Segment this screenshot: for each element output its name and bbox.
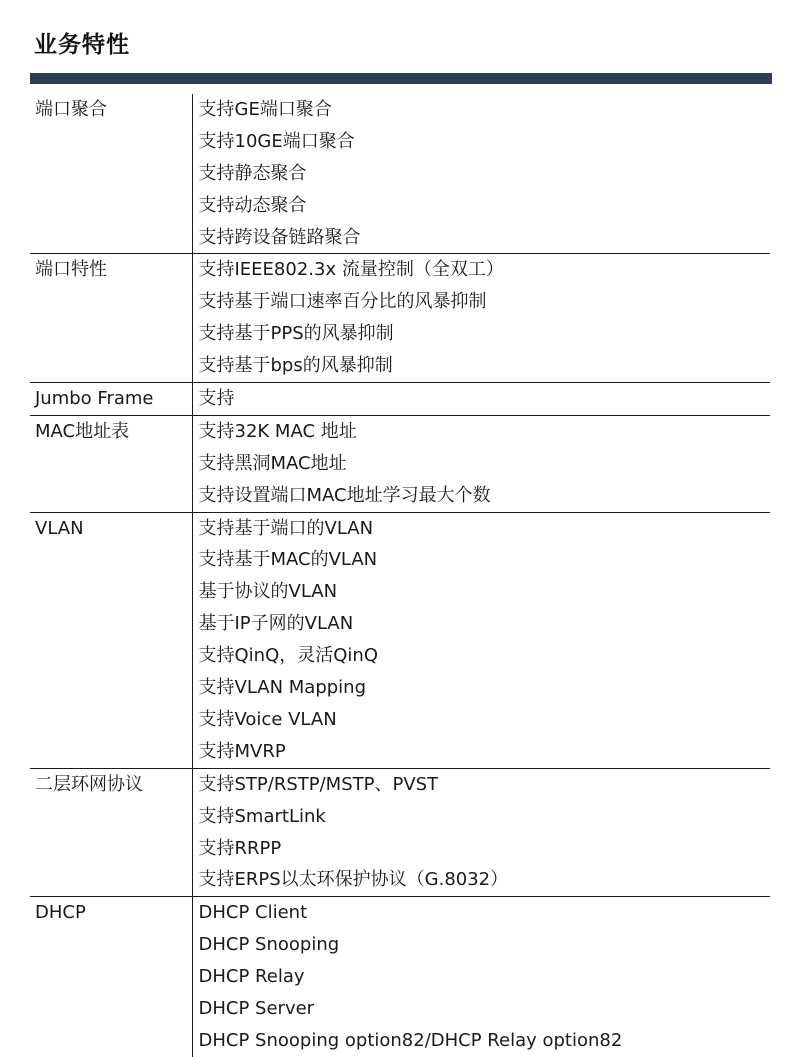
feature-value-item: 支持基于PPS的风暴抑制: [198, 323, 394, 345]
page-title: 业务特性: [34, 32, 130, 58]
feature-value-item: DHCP Server: [198, 997, 315, 1019]
feature-value-item: 支持: [198, 388, 235, 410]
feature-group-row: [30, 415, 770, 512]
feature-values-cell: [192, 254, 770, 383]
feature-value-item: 支持基于MAC的VLAN: [198, 549, 378, 571]
feature-group-row: [30, 897, 770, 1057]
feature-category-label: 端口聚合: [30, 94, 192, 254]
feature-value-item: 支持基于端口速率百分比的风暴抑制: [198, 291, 487, 313]
feature-values-cell: [192, 415, 770, 512]
feature-value-item: 支持10GE端口聚合: [198, 130, 355, 152]
feature-value-item: DHCP Snooping option82/DHCP Relay option82: [198, 1029, 623, 1051]
feature-category-label: 二层环网协议: [30, 768, 192, 897]
feature-group-row: [30, 254, 770, 383]
feature-values-cell: [192, 383, 770, 416]
feature-group-row: [30, 383, 770, 416]
feature-group-row: [30, 512, 770, 768]
feature-category-label: MAC地址表: [30, 415, 192, 512]
feature-values-cell: [192, 94, 770, 254]
feature-value-item: 支持VLAN Mapping: [198, 677, 367, 699]
feature-value-item: 支持跨设备链路聚合: [198, 226, 361, 248]
feature-value-item: 支持静态聚合: [198, 162, 307, 184]
feature-value-item: 基于IP子网的VLAN: [198, 613, 354, 635]
feature-value-item: 支持STP/RSTP/MSTP、PVST: [198, 773, 439, 795]
feature-category-label: Jumbo Frame: [30, 383, 192, 416]
feature-value-item: 支持RRPP: [198, 837, 282, 859]
feature-spec-body: [30, 94, 770, 1057]
feature-category-label: DHCP: [30, 897, 192, 1057]
feature-value-item: 支持SmartLink: [198, 805, 326, 827]
feature-value-item: DHCP Relay: [198, 966, 305, 988]
feature-value-item: DHCP Client: [198, 902, 308, 924]
feature-value-item: 支持32K MAC 地址: [198, 420, 357, 442]
feature-category-label: 端口特性: [30, 254, 192, 383]
feature-value-item: 支持GE端口聚合: [198, 99, 332, 120]
feature-group-row: [30, 768, 770, 897]
feature-group-row: [30, 94, 770, 254]
feature-value-item: 支持基于bps的风暴抑制: [198, 355, 393, 377]
feature-value-item: 支持QinQ，灵活QinQ: [198, 645, 378, 667]
feature-value-item: 支持动态聚合: [198, 194, 307, 216]
feature-value-item: 支持ERPS以太环保护协议（G.8032）: [198, 869, 509, 891]
feature-spec-table: [30, 94, 770, 1057]
feature-value-item: 支持MVRP: [198, 740, 286, 762]
feature-value-item: 基于协议的VLAN: [198, 581, 338, 603]
feature-value-item: 支持黑洞MAC地址: [198, 452, 347, 474]
feature-value-item: 支持设置端口MAC地址学习最大个数: [198, 484, 491, 506]
title-divider-bar: [30, 73, 772, 84]
feature-value-item: DHCP Snooping: [198, 934, 340, 956]
feature-values-cell: [192, 768, 770, 897]
feature-values-cell: [192, 512, 770, 768]
feature-value-item: 支持IEEE802.3x 流量控制（全双工）: [198, 259, 504, 281]
feature-value-item: 支持基于端口的VLAN: [198, 517, 374, 539]
feature-values-cell: [192, 897, 770, 1057]
feature-category-label: VLAN: [30, 512, 192, 768]
feature-value-item: 支持Voice VLAN: [198, 708, 337, 730]
